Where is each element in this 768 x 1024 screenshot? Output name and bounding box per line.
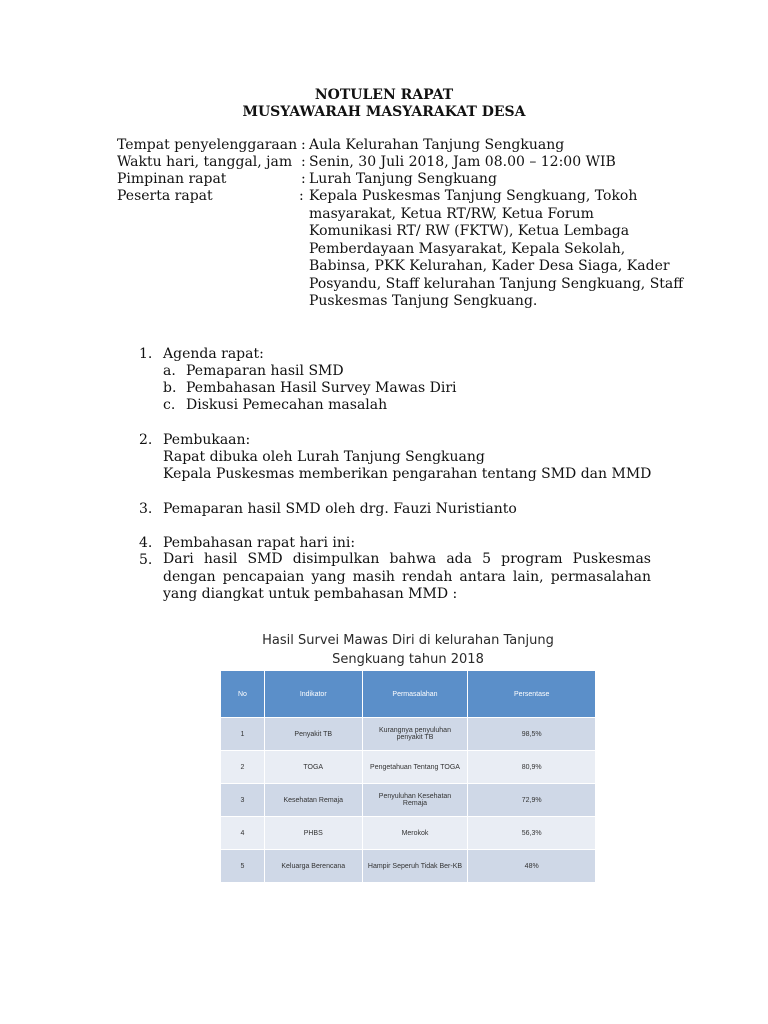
cell-no: 1 xyxy=(221,718,265,751)
meta-sep: : xyxy=(301,137,306,153)
section-number: 2. xyxy=(139,432,153,448)
participant-line: masyarakat, Ketua RT/RW, Ketua Forum xyxy=(309,205,594,222)
meta-key: Pimpinan rapat xyxy=(117,171,227,187)
section-number: 1. xyxy=(139,346,153,362)
cell-persentase: 80,9% xyxy=(468,751,596,784)
participant-line: Puskesmas Tanjung Sengkuang. xyxy=(309,293,538,309)
meta-sep: : xyxy=(299,188,304,204)
document-subtitle: MUSYAWARAH MASYARAKAT DESA xyxy=(242,104,526,120)
table-row xyxy=(221,718,596,751)
agenda-item: Pemaparan hasil SMD xyxy=(186,363,344,379)
cell-no: 4 xyxy=(221,817,265,850)
cell-no: 2 xyxy=(221,751,265,784)
participant-line: Komunikasi RT/ RW (FKTW), Ketua Lembaga xyxy=(309,223,630,239)
table-row xyxy=(221,784,596,817)
header-permasalahan: Permasalahan xyxy=(362,671,468,718)
cell-persentase: 48% xyxy=(468,850,596,883)
meta-key: Waktu hari, tanggal, jam xyxy=(117,154,293,170)
figure-title: Hasil Survei Mawas Diri di kelurahan Tanjung xyxy=(262,633,554,648)
cell-indikator: Keluarga Berencana xyxy=(264,850,362,883)
opening-line: Kepala Puskesmas memberikan pengarahan tentang SMD dan MMD xyxy=(163,466,652,482)
meta-value-participants xyxy=(309,188,684,311)
agenda-item: Pembahasan Hasil Survey Mawas Diri xyxy=(186,380,457,396)
discussion-heading: Pembahasan rapat hari ini: xyxy=(163,535,356,551)
cell-indikator: Penyakit TB xyxy=(264,718,362,751)
meta-row-pimpinan xyxy=(117,171,677,188)
cell-indikator: Kesehatan Remaja xyxy=(264,784,362,817)
meta-row-waktu xyxy=(117,154,677,171)
cell-indikator: PHBS xyxy=(264,817,362,850)
meta-row-peserta xyxy=(117,188,684,309)
participant-line: Babinsa, PKK Kelurahan, Kader Desa Siaga, Kader xyxy=(309,258,670,274)
section-number: 3. xyxy=(139,501,153,517)
meta-key: Peserta rapat xyxy=(117,188,213,204)
cell-indikator: TOGA xyxy=(264,751,362,784)
section-number: 5. xyxy=(139,552,153,568)
header-indikator: Indikator xyxy=(264,671,362,718)
table-row xyxy=(221,817,596,850)
header-persentase: Persentase xyxy=(468,671,596,718)
meta-sep: : xyxy=(301,171,306,187)
section-number: 4. xyxy=(139,535,153,551)
cell-permasalahan: Kurangnya penyuluhan penyakit TB xyxy=(362,718,468,751)
meta-value: Senin, 30 Juli 2018, Jam 08.00 – 12:00 WIB xyxy=(309,154,616,170)
agenda-heading: Agenda rapat: xyxy=(163,346,264,362)
agenda-letter: a. xyxy=(163,363,176,379)
meta-sep: : xyxy=(301,154,306,170)
meta-key: Tempat penyelenggaraan xyxy=(117,137,298,153)
header-no: No xyxy=(221,671,265,718)
meta-row-tempat xyxy=(117,137,677,154)
document-title: NOTULEN RAPAT xyxy=(314,87,454,103)
cell-permasalahan: Hampir Seperuh Tidak Ber-KB xyxy=(362,850,468,883)
agenda-item: Diskusi Pemecahan masalah xyxy=(186,397,388,413)
cell-persentase: 72,9% xyxy=(468,784,596,817)
cell-permasalahan: Penyuluhan Kesehatan Remaja xyxy=(362,784,468,817)
cell-no: 5 xyxy=(221,850,265,883)
participant-line: Pemberdayaan Masyarakat, Kepala Sekolah, xyxy=(309,240,626,257)
agenda-letter: b. xyxy=(163,380,177,396)
participant-line: Posyandu, Staff kelurahan Tanjung Sengkuang, Staff xyxy=(309,275,684,292)
conclusion-paragraph: Dari hasil SMD disimpulkan bahwa ada 5 program Puskesmas dengan pencapaian yang masih rendah antara lain, permasalahan yang diangkat untuk pembahasan MMD : xyxy=(163,551,651,602)
table-row xyxy=(221,850,596,883)
cell-permasalahan: Merokok xyxy=(362,817,468,850)
participant-line: Kepala Puskesmas Tanjung Sengkuang, Tokoh xyxy=(309,188,638,204)
cell-persentase: 98,5% xyxy=(468,718,596,751)
table-header-row xyxy=(221,671,596,718)
agenda-letter: c. xyxy=(163,397,176,413)
opening-heading: Pembukaan: xyxy=(163,432,251,448)
cell-no: 3 xyxy=(221,784,265,817)
meta-value: Aula Kelurahan Tanjung Sengkuang xyxy=(309,137,565,153)
presentation-text: Pemaparan hasil SMD oleh drg. Fauzi Nuristianto xyxy=(163,501,517,517)
meeting-info xyxy=(117,137,684,309)
cell-permasalahan: Pengetahuan Tentang TOGA xyxy=(362,751,468,784)
survey-table xyxy=(220,670,596,883)
opening-line: Rapat dibuka oleh Lurah Tanjung Sengkuang xyxy=(163,449,485,465)
figure-subtitle: Sengkuang tahun 2018 xyxy=(332,652,484,667)
table-row xyxy=(221,751,596,784)
meta-value: Lurah Tanjung Sengkuang xyxy=(309,171,497,187)
cell-persentase: 56,3% xyxy=(468,817,596,850)
